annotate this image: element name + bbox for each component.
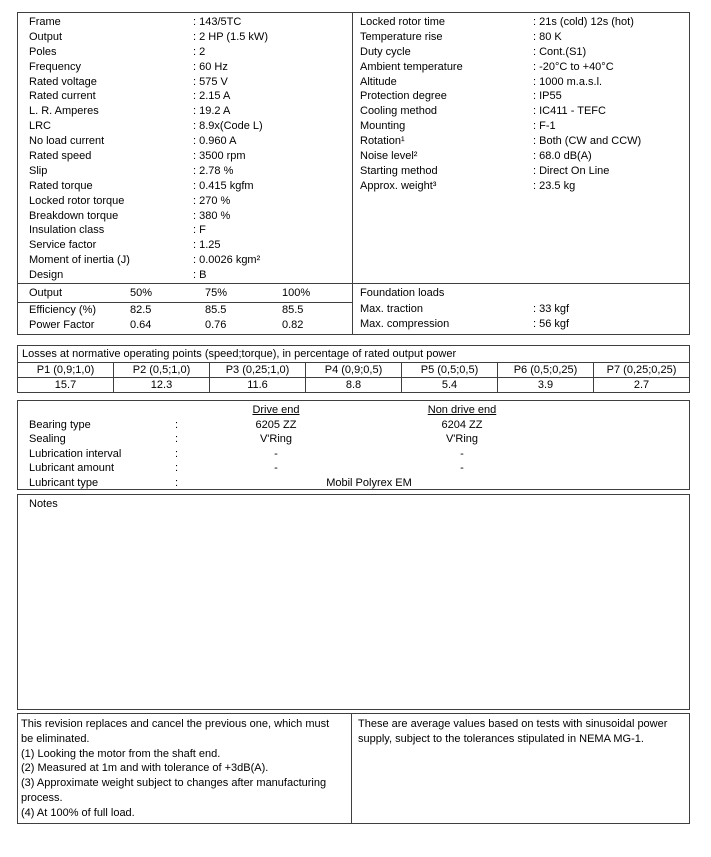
losses-value-cell <box>305 378 401 392</box>
spec-value: : B <box>193 269 207 282</box>
max-traction-row <box>353 302 689 317</box>
losses-section <box>17 345 690 393</box>
spec-label: Noise level² <box>360 150 418 163</box>
spec-row <box>18 149 352 164</box>
losses-header-cell <box>209 363 305 377</box>
spec-row <box>18 179 352 194</box>
power-factor-label: Power Factor <box>29 319 95 331</box>
bearing-type-nde: 6204 ZZ <box>441 418 483 431</box>
footer-note-line <box>21 776 341 806</box>
colon: : <box>175 462 179 475</box>
tolerance-note-block <box>352 714 689 823</box>
loss-text: 2.7 <box>633 379 650 391</box>
spec-label: Poles <box>29 45 57 58</box>
losses-header-cell <box>497 363 593 377</box>
spec-row <box>353 164 689 179</box>
bearings-header-row <box>18 403 689 418</box>
spec-row <box>353 75 689 90</box>
loss-text: P3 (0,25;1,0) <box>225 364 290 376</box>
loss-text: P6 (0,5;0,25) <box>513 364 578 376</box>
spec-value: : IC411 - TEFC <box>533 105 606 118</box>
lubricant-type-label: Lubricant type <box>29 476 99 489</box>
losses-header-cell <box>401 363 497 377</box>
spec-label: Rated voltage <box>29 75 97 88</box>
spec-row <box>353 149 689 164</box>
revision-notes-block <box>18 714 352 823</box>
spec-label: Locked rotor torque <box>29 194 125 207</box>
efficiency-label: Efficiency (%) <box>29 304 97 316</box>
bearing-type-label: Bearing type <box>29 418 91 431</box>
power-factor-row <box>18 318 352 333</box>
efficiency-75: 85.5 <box>205 304 227 316</box>
spec-value: : 2.78 % <box>193 164 234 177</box>
loss-text: P4 (0,9;0,5) <box>324 364 383 376</box>
bearings-header-spacer <box>18 403 175 418</box>
spec-label: Protection degree <box>360 90 447 103</box>
loss-text: 3.9 <box>537 379 554 391</box>
spec-label: Breakdown torque <box>29 209 119 222</box>
spec-value: : Cont.(S1) <box>533 45 587 58</box>
lubricant-type-row <box>18 476 689 491</box>
loss-text: 15.7 <box>54 379 77 391</box>
loss-text: 11.6 <box>247 379 268 391</box>
spec-value: : 0.960 A <box>193 135 237 148</box>
spec-row <box>18 253 352 268</box>
spec-label: Altitude <box>360 75 397 88</box>
loss-text: P2 (0,5;1,0) <box>132 364 191 376</box>
foundation-loads-title: Foundation loads <box>360 287 445 299</box>
spec-row <box>18 268 352 283</box>
spec-label: Rotation¹ <box>360 135 405 148</box>
f-line-text: (4) At 100% of full load. <box>21 806 135 819</box>
spec-row <box>18 15 352 30</box>
spec-row <box>18 238 352 253</box>
efficiency-row <box>18 303 352 318</box>
losses-title: Losses at normative operating points (speed;torque), in percentage of rated output power <box>18 346 689 363</box>
spec-value: : 2.15 A <box>193 90 231 103</box>
footer-note-line <box>21 717 341 747</box>
spec-row <box>18 134 352 149</box>
lubrication-interval-de: - <box>274 447 278 460</box>
lubricant-amount-de: - <box>274 462 278 475</box>
spec-label: Output <box>29 30 63 43</box>
spec-label: Approx. weight³ <box>360 179 437 192</box>
lubrication-interval-label: Lubrication interval <box>29 447 122 460</box>
spec-value: : -20°C to +40°C <box>533 60 614 73</box>
loss-text: 5.4 <box>441 379 458 391</box>
spec-label: Slip <box>29 164 48 177</box>
losses-header-cell <box>593 363 689 377</box>
spec-row <box>18 30 352 45</box>
spec-label: Starting method <box>360 164 438 177</box>
footer-section <box>17 713 690 824</box>
tolerance-note-text: These are average values based on tests with sinusoidal power supply, subject to the tolerances stipulated in NEMA MG-1. <box>358 718 668 745</box>
spec-value: : 2 HP (1.5 kW) <box>193 30 268 43</box>
spec-label: L. R. Amperes <box>29 105 99 118</box>
spec-value: : 0.0026 kgm² <box>193 254 261 267</box>
spec-value: : IP55 <box>533 90 562 103</box>
spec-value: : F-1 <box>533 120 556 133</box>
bearings-section <box>17 400 690 490</box>
losses-header-cell <box>305 363 401 377</box>
lubrication-interval-row <box>18 447 689 462</box>
spec-label: Service factor <box>29 239 97 252</box>
spec-label: Mounting <box>360 120 406 133</box>
colon: : <box>175 433 179 446</box>
spec-value: : 80 K <box>533 30 562 43</box>
spec-value: : 1.25 <box>193 239 221 252</box>
losses-value-cell <box>18 378 113 392</box>
spec-value: : 3500 rpm <box>193 150 246 163</box>
spec-label: Frame <box>29 16 61 28</box>
spec-value: : 270 % <box>193 194 231 207</box>
lubricant-amount-label: Lubricant amount <box>29 462 114 475</box>
lubrication-interval-nde: - <box>460 447 464 460</box>
specs-right-column <box>352 13 689 283</box>
spec-value: : Direct On Line <box>533 164 610 177</box>
losses-value-cell <box>497 378 593 392</box>
sealing-label: Sealing <box>29 433 66 446</box>
spec-label: Rated torque <box>29 179 93 192</box>
losses-header-row <box>18 363 689 377</box>
bearings-header-spacer2 <box>175 403 183 418</box>
sealing-row <box>18 432 689 447</box>
output-header-label: Output <box>29 287 63 299</box>
efficiency-100: 85.5 <box>282 304 304 316</box>
max-traction-label: Max. traction <box>360 303 423 315</box>
power-factor-75: 0.76 <box>205 319 227 331</box>
output-table-header <box>18 284 352 303</box>
max-compression-label: Max. compression <box>360 318 450 330</box>
output-table <box>18 284 352 334</box>
spec-label: Design <box>29 269 64 282</box>
colon: : <box>175 447 179 460</box>
max-compression-value: : 56 kgf <box>533 318 570 330</box>
spec-row <box>18 209 352 224</box>
drive-end-header: Drive end <box>252 404 300 416</box>
spec-row <box>18 104 352 119</box>
f-line-text: (2) Measured at 1m and with tolerance of +3dB(A). <box>21 762 269 775</box>
spec-value: : 23.5 kg <box>533 179 576 192</box>
spec-row <box>353 60 689 75</box>
footer-note-line <box>21 747 341 762</box>
spec-value: : 19.2 A <box>193 105 231 118</box>
power-factor-50: 0.64 <box>130 319 152 331</box>
colon: : <box>175 418 179 431</box>
max-compression-row <box>353 317 689 332</box>
spec-label: No load current <box>29 135 105 148</box>
lubricant-amount-row <box>18 461 689 476</box>
spec-row <box>353 89 689 104</box>
spec-label: Rated speed <box>29 150 92 163</box>
spec-label: Ambient temperature <box>360 60 463 73</box>
spec-value: : 68.0 dB(A) <box>533 150 592 163</box>
sealing-nde: V'Ring <box>445 433 479 446</box>
output-header-100: 100% <box>282 287 311 299</box>
spec-row <box>353 119 689 134</box>
spec-row <box>353 134 689 149</box>
spec-label: Locked rotor time <box>360 16 445 28</box>
losses-values-row <box>18 377 689 392</box>
spec-value: : 143/5TC <box>193 16 242 28</box>
spec-row <box>353 15 689 30</box>
spec-row <box>18 194 352 209</box>
lubricant-type-value: Mobil Polyrex EM <box>326 476 412 489</box>
bearing-type-row <box>18 418 689 433</box>
spec-label: Frequency <box>29 60 81 73</box>
spec-value: : F <box>193 224 206 237</box>
output-header-75: 75% <box>205 287 228 299</box>
spec-row <box>18 75 352 90</box>
loss-text: P7 (0,25;0,25) <box>606 364 677 376</box>
spec-value: : 1000 m.a.s.l. <box>533 75 603 88</box>
spec-value: : 8.9x(Code L) <box>193 120 263 133</box>
specs-left-column <box>18 13 352 283</box>
spec-label: Rated current <box>29 90 96 103</box>
output-foundation-section <box>17 283 690 335</box>
losses-value-cell <box>593 378 689 392</box>
spec-row <box>353 30 689 45</box>
spec-label: Insulation class <box>29 224 105 237</box>
non-drive-end-header: Non drive end <box>427 404 497 416</box>
spec-value: : 60 Hz <box>193 60 228 73</box>
spec-row <box>18 45 352 60</box>
spec-value: : 2 <box>193 45 206 58</box>
loss-text: 12.3 <box>150 379 173 391</box>
loss-text: P1 (0,9;1,0) <box>36 364 95 376</box>
loss-text: 8.8 <box>345 379 362 391</box>
spec-value: : 380 % <box>193 209 231 222</box>
footer-note-line <box>21 761 341 776</box>
spec-row <box>353 179 689 194</box>
spec-row <box>18 60 352 75</box>
f-line-text: (1) Looking the motor from the shaft end. <box>21 747 221 760</box>
spec-value: : 0.415 kgfm <box>193 179 254 192</box>
colon: : <box>175 476 179 489</box>
sealing-de: V'Ring <box>259 433 293 446</box>
lubricant-amount-nde: - <box>460 462 464 475</box>
power-factor-100: 0.82 <box>282 319 304 331</box>
notes-section <box>17 494 690 710</box>
motor-specs-section <box>17 12 690 284</box>
spec-row <box>353 45 689 60</box>
notes-title: Notes <box>29 498 58 510</box>
spec-row <box>18 119 352 134</box>
losses-value-cell <box>113 378 209 392</box>
spec-row <box>353 104 689 119</box>
losses-value-cell <box>401 378 497 392</box>
losses-value-cell <box>209 378 305 392</box>
f-line-text: This revision replaces and cancel the previous one, which must be eliminated. <box>21 718 330 745</box>
loss-text: P5 (0,5;0,5) <box>420 364 479 376</box>
losses-header-cell <box>113 363 209 377</box>
footer-note-line <box>21 806 341 821</box>
output-header-50: 50% <box>130 287 153 299</box>
bearing-type-de: 6205 ZZ <box>255 418 297 431</box>
foundation-loads <box>352 284 689 334</box>
spec-value: : 575 V <box>193 75 228 88</box>
spec-label: Moment of inertia (J) <box>29 254 130 267</box>
spec-label: LRC <box>29 120 52 133</box>
losses-header-cell <box>18 363 113 377</box>
spec-label: Cooling method <box>360 105 438 118</box>
max-traction-value: : 33 kgf <box>533 303 570 315</box>
spec-row <box>18 223 352 238</box>
efficiency-50: 82.5 <box>130 304 152 316</box>
f-line-text: (3) Approximate weight subject to changes after manufacturing process. <box>21 777 327 804</box>
spec-row <box>18 164 352 179</box>
spec-row <box>18 89 352 104</box>
spec-value: : 21s (cold) 12s (hot) <box>533 16 634 28</box>
spec-label: Duty cycle <box>360 45 411 58</box>
spec-value: : Both (CW and CCW) <box>533 135 642 148</box>
datasheet-page <box>17 12 690 824</box>
spec-label: Temperature rise <box>360 30 443 43</box>
